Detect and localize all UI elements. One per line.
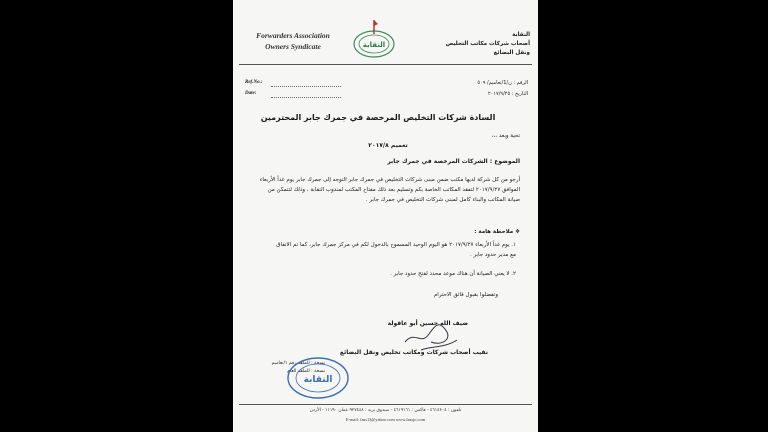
logo-text: النقابة [362,41,386,49]
date-line [271,97,341,98]
arabic-ref: الرقم : ن/1/تعاميم/ ٥٠٩ [477,80,528,86]
association-logo-icon [351,18,397,60]
english-header [243,30,343,52]
footer-contact: تلفون : ٤٦١٤٣٠٤ - فاكس : ٤٦١٩١٦١ - صندوق بريد : ٩٢٧٤٨٨ عمان ١١١٩٠ - الأردن [309,408,462,413]
english-header-line2: Owners Syndicate [265,42,321,51]
footer-divider [239,404,532,405]
subject-line: الموضوع : الشركات المرخصة في جمرك جابر [387,158,520,165]
english-header-line1: Forwarders Association [256,31,330,40]
header-divider [239,64,532,65]
date-row [245,91,528,99]
letter-sheet [233,0,538,432]
note-item-2: ٢. لا يعني الصيانة أن هناك موعد محدد لفتح حدود جابر . [390,271,516,277]
arabic-header [430,31,530,58]
ref-line [271,86,341,87]
ref-label: Ref.No.: [245,80,263,85]
copy-line-1: نسخة : للملف رقم ١/تعاميم [271,361,325,366]
circular-number: تعميم ٢٠١٧/٨ [368,142,408,149]
footer-email: E-mail: fass13@yahoo.com www.fassjo.com [345,417,426,422]
arabic-header-line2: أصحاب شركات مكاتب التخليص ونقل البضائع [445,41,530,56]
stamp-text: النقابة [303,375,333,385]
ref-row [245,80,528,88]
signer-title: نقيب أصحاب شركات ومكاتب تخليص ونقل البضائع [339,349,488,356]
letter-body: أرجو من كل شركة لديها مكتب ضمن مبنى شركات التخليص في جمرك جابر التوجه إلى جمرك جابر يوم غداً الأربعاء الموافق ٢٠١٧/٩/٢٧ لتفقد المكاتب الخاصة بكم وتسليم بعد ذلك مفتاح المكتب لمندوب النقابة ، وذلك لتتمكن من صيانة المكاتب والبناء كامل لمبنى شركات التخليص في جمرك جابر . [259,177,520,203]
copy-line-2: نسخة : للملف العام [287,369,325,374]
signer-name: ضيف الله حسين أبو عاقولة [387,320,468,327]
note-item-1: ١. يوم غداً الأربعاء ٢٠١٧/٩/٢٧ هو اليوم الوحيد المسموح بالدخول لكم في مركز جمرك جابر، كما تم الاتفاق مع مدير حدود جابر . [276,242,516,258]
letter-title: السادة شركات التخليص المرخصة في جمرك جابر المحترمين [260,113,496,122]
arabic-date: التاريخ : ٢٠١٧/٩/٢٥ [487,91,528,97]
closing-line: وتفضلوا بقبول فائق الاحترام [433,292,498,298]
important-note-heading: ❖ ملاحظة هامة : [474,229,520,235]
official-stamp-icon [283,352,353,402]
greeting: تحية وبعد ،،، [491,133,520,139]
arabic-header-line1: النقابة [512,32,530,38]
date-label: Date: [245,91,257,96]
